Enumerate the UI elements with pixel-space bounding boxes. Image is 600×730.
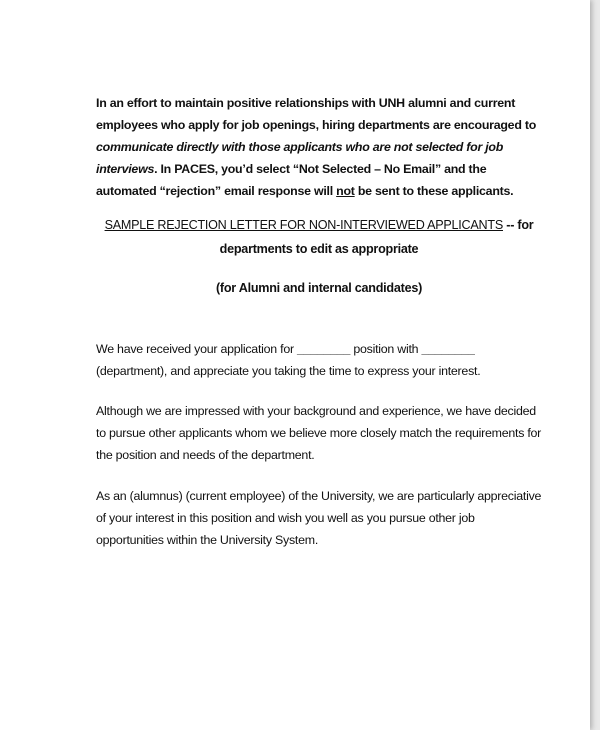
sample-letter-heading: [96, 213, 542, 261]
intro-underlined-not: not: [336, 184, 355, 198]
intro-italic-text: communicate directly with those applicants who are not selected for job interviews: [96, 140, 504, 176]
document-content: [96, 92, 542, 551]
letter-paragraph-3: As an (alumnus) (current employee) of the University, we are particularly appreciative of your interest in this position and wish you well as you pursue other job opportunities within the University System.: [96, 489, 542, 547]
heading-underlined: SAMPLE REJECTION LETTER FOR NON-INTERVIEWED APPLICANTS: [104, 218, 503, 232]
intro-paragraph: [96, 92, 542, 202]
letter-paragraph-2: Although we are impressed with your background and experience, we have decided to pursue other applicants whom we believe more closely match the requirements for the position and needs of the department.: [96, 404, 542, 462]
intro-text-1: In an effort to maintain positive relationships with UNH alumni and current employees who apply for job openings, hiring departments are encouraged to: [96, 96, 537, 132]
heading-bold: -- for departments to edit as appropriate: [219, 218, 534, 256]
intro-text-3: . In PACES, you’d select “Not Selected – No Email” and the automated “rejection” email response will: [96, 162, 487, 198]
p1-text-c: (department), and appreciate you taking the time to express your interest.: [96, 364, 481, 378]
audience-subheading: (for Alumni and internal candidates): [215, 281, 423, 295]
department-blank: ________: [421, 342, 475, 356]
intro-text-5: be sent to these applicants.: [354, 184, 514, 198]
p1-text-a: We have received your application for: [96, 342, 298, 356]
letter-paragraph-1: [96, 338, 542, 382]
position-blank: ________: [297, 342, 351, 356]
p1-text-b: position with: [350, 342, 422, 356]
